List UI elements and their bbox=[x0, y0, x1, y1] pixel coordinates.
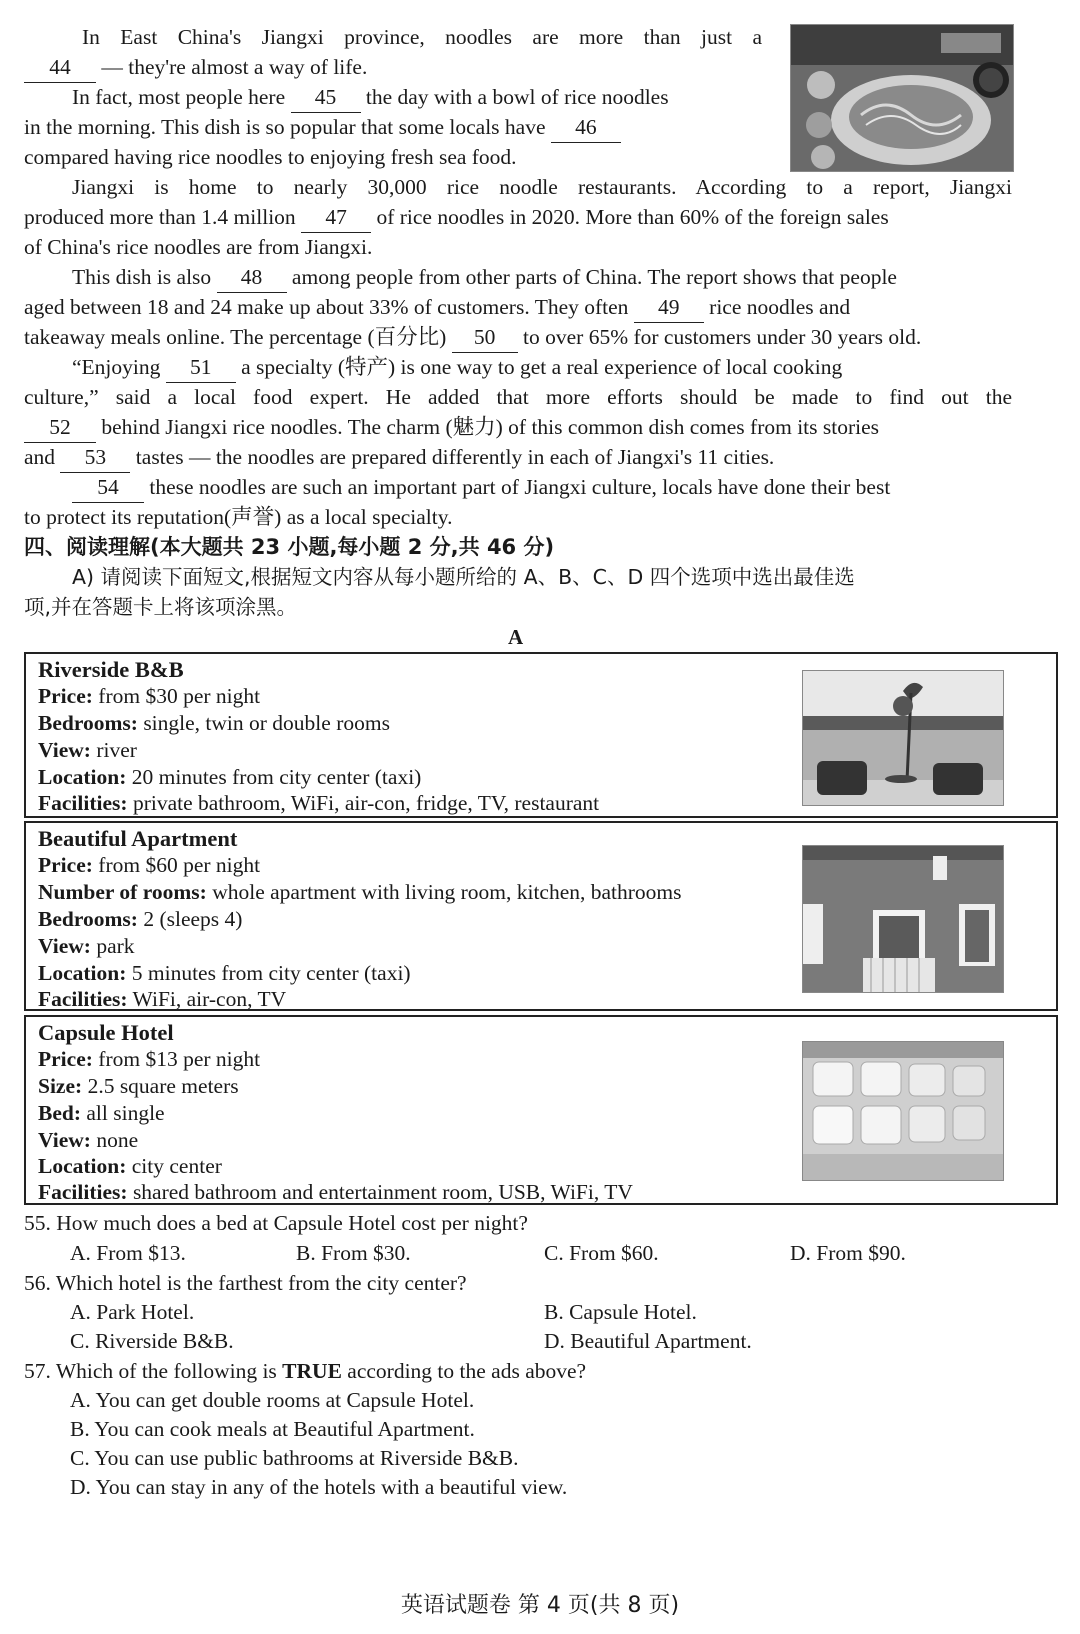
ad-row: Size: 2.5 square meters bbox=[38, 1074, 239, 1098]
option-57d: D. You can stay in any of the hotels with a beautiful view. bbox=[70, 1475, 568, 1499]
blank-54: 54 bbox=[72, 472, 144, 503]
ad-row: Price: from $60 per night bbox=[38, 853, 261, 877]
question-57: 57. Which of the following is TRUE according to the ads above? bbox=[24, 1359, 587, 1383]
option-56c: C. Riverside B&B. bbox=[70, 1329, 234, 1353]
ad-row: Location: 20 minutes from city center (taxi) bbox=[38, 765, 422, 789]
passage-line: takeaway meals online. The percentage (百分比) 50 to over 65% for customers under 30 years old. bbox=[24, 322, 921, 353]
ad-row: Facilities: shared bathroom and entertainment room, USB, WiFi, TV bbox=[38, 1180, 633, 1204]
riverside-photo bbox=[802, 670, 1004, 806]
option-56d: D. Beautiful Apartment. bbox=[544, 1329, 752, 1353]
blank-44: 44 bbox=[24, 52, 96, 83]
ad-capsule-hotel bbox=[24, 1015, 1058, 1205]
passage-line: produced more than 1.4 million 47 of rice noodles in 2020. More than 60% of the foreign sales bbox=[24, 202, 889, 233]
passage-line: and 53 tastes — the noodles are prepared differently in each of Jiangxi's 11 cities. bbox=[24, 442, 774, 473]
passage-line: In East China's Jiangxi province, noodles are more than just a bbox=[82, 25, 762, 49]
option-57a: A. You can get double rooms at Capsule Hotel. bbox=[70, 1388, 475, 1412]
option-55a: A. From $13. bbox=[70, 1241, 186, 1265]
option-57b: B. You can cook meals at Beautiful Apartment. bbox=[70, 1417, 475, 1441]
passage-line: of China's rice noodles are from Jiangxi. bbox=[24, 235, 373, 259]
passage-line: culture,” said a local food expert. He added that more efforts should be made to find out the bbox=[24, 385, 1012, 409]
ad-row: Location: city center bbox=[38, 1154, 222, 1178]
option-57c: C. You can use public bathrooms at Riverside B&B. bbox=[70, 1446, 519, 1470]
rice-noodles-photo bbox=[790, 24, 1014, 172]
section-instruction: 项,并在答题卡上将该项涂黑。 bbox=[24, 595, 298, 619]
ad-row: View: river bbox=[38, 738, 137, 762]
blank-48: 48 bbox=[217, 262, 287, 293]
option-56a: A. Park Hotel. bbox=[70, 1300, 195, 1324]
ad-title: Beautiful Apartment bbox=[38, 826, 238, 851]
page-footer: 英语试题卷 第 4 页(共 8 页) bbox=[400, 1593, 680, 1618]
section-instruction: A) 请阅读下面短文,根据短文内容从每小题所给的 A、B、C、D 四个选项中选出最佳选 bbox=[72, 565, 855, 589]
passage-line: to protect its reputation(声誉) as a local specialty. bbox=[24, 505, 453, 529]
blank-50: 50 bbox=[452, 322, 518, 353]
ad-row: View: park bbox=[38, 934, 135, 958]
question-56: 56. Which hotel is the farthest from the city center? bbox=[24, 1271, 467, 1295]
blank-51: 51 bbox=[166, 352, 236, 383]
passage-line: 44 — they're almost a way of life. bbox=[24, 52, 367, 83]
option-56b: B. Capsule Hotel. bbox=[544, 1300, 697, 1324]
ad-row: Location: 5 minutes from city center (taxi) bbox=[38, 961, 411, 985]
ad-row: Facilities: private bathroom, WiFi, air-con, fridge, TV, restaurant bbox=[38, 791, 600, 815]
ad-row: Facilities: WiFi, air-con, TV bbox=[38, 987, 287, 1011]
blank-52: 52 bbox=[24, 412, 96, 443]
passage-line: 52 behind Jiangxi rice noodles. The charm (魅力) of this common dish comes from its stories bbox=[24, 412, 879, 443]
capsule-photo bbox=[802, 1041, 1004, 1181]
passage-line: compared having rice noodles to enjoying fresh sea food. bbox=[24, 145, 517, 169]
blank-53: 53 bbox=[60, 442, 130, 473]
ad-row: Price: from $30 per night bbox=[38, 684, 261, 708]
ad-title: Capsule Hotel bbox=[38, 1020, 174, 1045]
passage-line: aged between 18 and 24 make up about 33% of customers. They often 49 rice noodles and bbox=[24, 292, 850, 323]
apartment-photo bbox=[802, 845, 1004, 993]
blank-49: 49 bbox=[634, 292, 704, 323]
ad-row: Bedrooms: 2 (sleeps 4) bbox=[38, 907, 243, 931]
blank-47: 47 bbox=[301, 202, 371, 233]
option-55b: B. From $30. bbox=[296, 1241, 411, 1265]
section-heading: 四、阅读理解(本大题共 23 小题,每小题 2 分,共 46 分) bbox=[24, 535, 555, 559]
ad-row: Bedrooms: single, twin or double rooms bbox=[38, 711, 390, 735]
option-55c: C. From $60. bbox=[544, 1241, 659, 1265]
passage-line: This dish is also 48 among people from other parts of China. The report shows that people bbox=[72, 262, 897, 293]
blank-46: 46 bbox=[551, 112, 621, 143]
passage-line: in the morning. This dish is so popular that some locals have 46 bbox=[24, 112, 621, 143]
blank-45: 45 bbox=[291, 82, 361, 113]
ad-row: Price: from $13 per night bbox=[38, 1047, 261, 1071]
ad-row: Number of rooms: whole apartment with living room, kitchen, bathrooms bbox=[38, 880, 682, 904]
question-55: 55. How much does a bed at Capsule Hotel cost per night? bbox=[24, 1211, 528, 1235]
passage-label: A bbox=[508, 625, 524, 649]
ad-beautiful-apartment bbox=[24, 821, 1058, 1011]
passage-line: “Enjoying 51 a specialty (特产) is one way to get a real experience of local cooking bbox=[72, 352, 842, 383]
ad-row: View: none bbox=[38, 1128, 139, 1152]
passage-line: Jiangxi is home to nearly 30,000 rice noodle restaurants. According to a report, Jiangxi bbox=[72, 175, 1012, 199]
passage-line: In fact, most people here 45 the day with a bowl of rice noodles bbox=[72, 82, 669, 113]
ad-riverside-bnb bbox=[24, 652, 1058, 818]
option-55d: D. From $90. bbox=[790, 1241, 906, 1265]
ad-row: Bed: all single bbox=[38, 1101, 165, 1125]
ad-title: Riverside B&B bbox=[38, 657, 184, 682]
passage-line: 54 these noodles are such an important part of Jiangxi culture, locals have done their best bbox=[72, 472, 890, 503]
